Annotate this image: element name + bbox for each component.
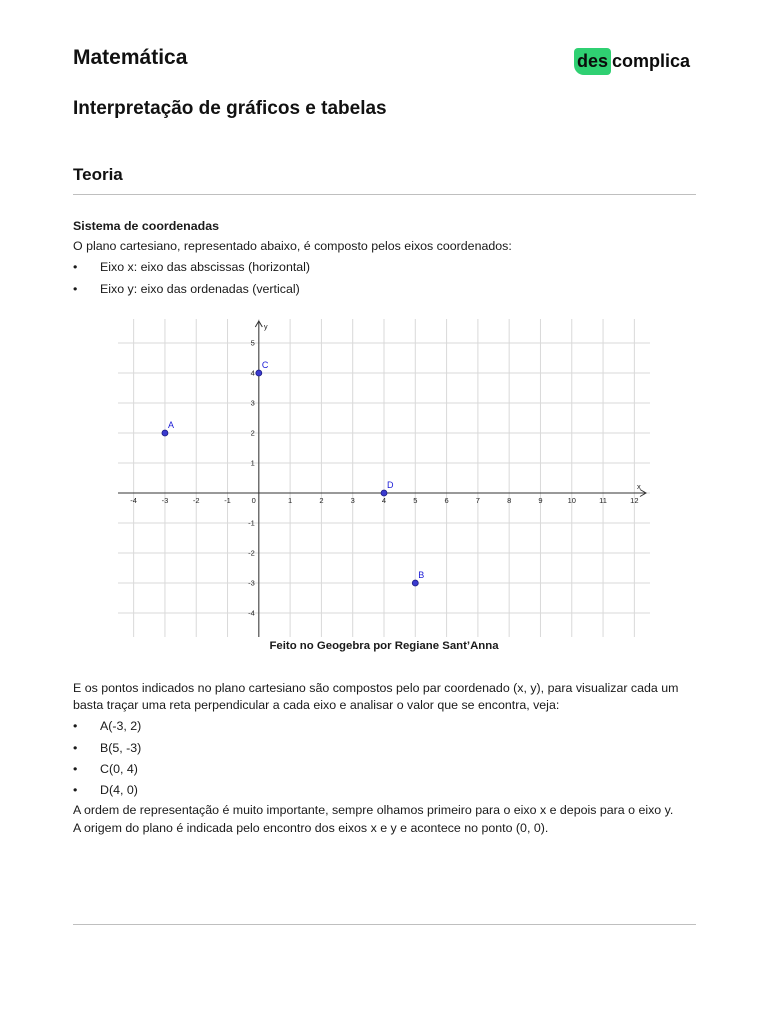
y-axis-label: y — [263, 322, 268, 331]
data-point — [256, 370, 262, 376]
data-point — [162, 430, 168, 436]
x-tick-label: 8 — [507, 496, 512, 505]
origin-note: A origem do plano é indicada pelo encontro dos eixos x e y e acontece no ponto (0, 0). — [73, 821, 549, 835]
footer-divider — [73, 924, 696, 925]
list-item-text: C(0, 4) — [100, 762, 138, 776]
x-tick-label: 10 — [567, 496, 576, 505]
x-tick-label: 6 — [444, 496, 449, 505]
explanation-paragraph: E os pontos indicados no plano cartesiano são compostos pelo par coordenado (x, y), para visualizar cada um basta traçar uma reta perpendicular a cada eixo e analisar o valor que se encontra, veja: — [73, 681, 679, 712]
bullet-glyph: • — [73, 783, 78, 797]
y-tick-label: 2 — [250, 428, 255, 438]
x-axis-label: x — [637, 482, 641, 491]
x-tick-label: 9 — [538, 496, 543, 505]
data-point — [412, 580, 418, 586]
data-point — [381, 490, 387, 496]
section-title: Teoria — [73, 165, 123, 184]
logo-rest: complica — [612, 51, 691, 71]
y-tick-label: -1 — [248, 518, 255, 528]
x-tick-label: 3 — [350, 496, 355, 505]
order-note: A ordem de representação é muito importante, sempre olhamos primeiro para o eixo x e depois para o eixo y. — [73, 803, 674, 817]
y-tick-label: -4 — [248, 608, 255, 618]
descomplica-logo — [574, 46, 690, 76]
intro-sentence: O plano cartesiano, representado abaixo, é composto pelos eixos coordenados: — [73, 239, 512, 253]
y-tick-label: -2 — [248, 548, 255, 558]
y-tick-label: 1 — [250, 458, 255, 468]
list-item-text: B(5, -3) — [100, 741, 142, 755]
list-item-text: D(4, 0) — [100, 783, 138, 797]
y-tick-label: 4 — [250, 368, 255, 378]
list-item-text: Eixo x: eixo das abscissas (horizontal) — [100, 260, 311, 274]
x-tick-label: 1 — [288, 496, 293, 505]
x-tick-label: 4 — [381, 496, 387, 505]
y-tick-label: 3 — [250, 398, 255, 408]
x-tick-label: -2 — [192, 496, 200, 505]
x-tick-label: 5 — [413, 496, 418, 505]
bullet-glyph: • — [73, 282, 78, 296]
x-tick-label: 7 — [475, 496, 480, 505]
subheading: Sistema de coordenadas — [73, 219, 219, 233]
y-tick-label: 5 — [250, 338, 255, 348]
figure-caption: Feito no Geogebra por Regiane Sant’Anna — [269, 640, 499, 652]
logo-box: des — [574, 48, 611, 75]
document-title: Interpretação de gráficos e tabelas — [73, 98, 387, 119]
bullet-glyph: • — [73, 762, 78, 776]
data-point-label: B — [418, 570, 425, 580]
bullet-glyph: • — [73, 260, 78, 274]
x-tick-label: 2 — [319, 496, 324, 505]
section-divider — [73, 194, 696, 195]
x-tick-label: 12 — [630, 496, 639, 505]
bullet-glyph: • — [73, 741, 78, 755]
cartesian-plane-chart — [118, 319, 650, 637]
y-tick-label: -3 — [248, 578, 255, 588]
data-point-label: C — [261, 360, 269, 370]
x-tick-label: -3 — [161, 496, 169, 505]
list-item-text: A(-3, 2) — [100, 719, 142, 733]
bullet-glyph: • — [73, 719, 78, 733]
data-point-label: D — [387, 480, 394, 490]
x-tick-label: -1 — [224, 496, 231, 505]
x-tick-label: 0 — [251, 496, 256, 505]
data-point-label: A — [167, 420, 174, 430]
x-tick-label: -4 — [130, 496, 137, 505]
x-tick-label: 11 — [599, 496, 607, 505]
list-item-text: Eixo y: eixo das ordenadas (vertical) — [100, 282, 300, 296]
subject-title: Matemática — [73, 46, 188, 69]
